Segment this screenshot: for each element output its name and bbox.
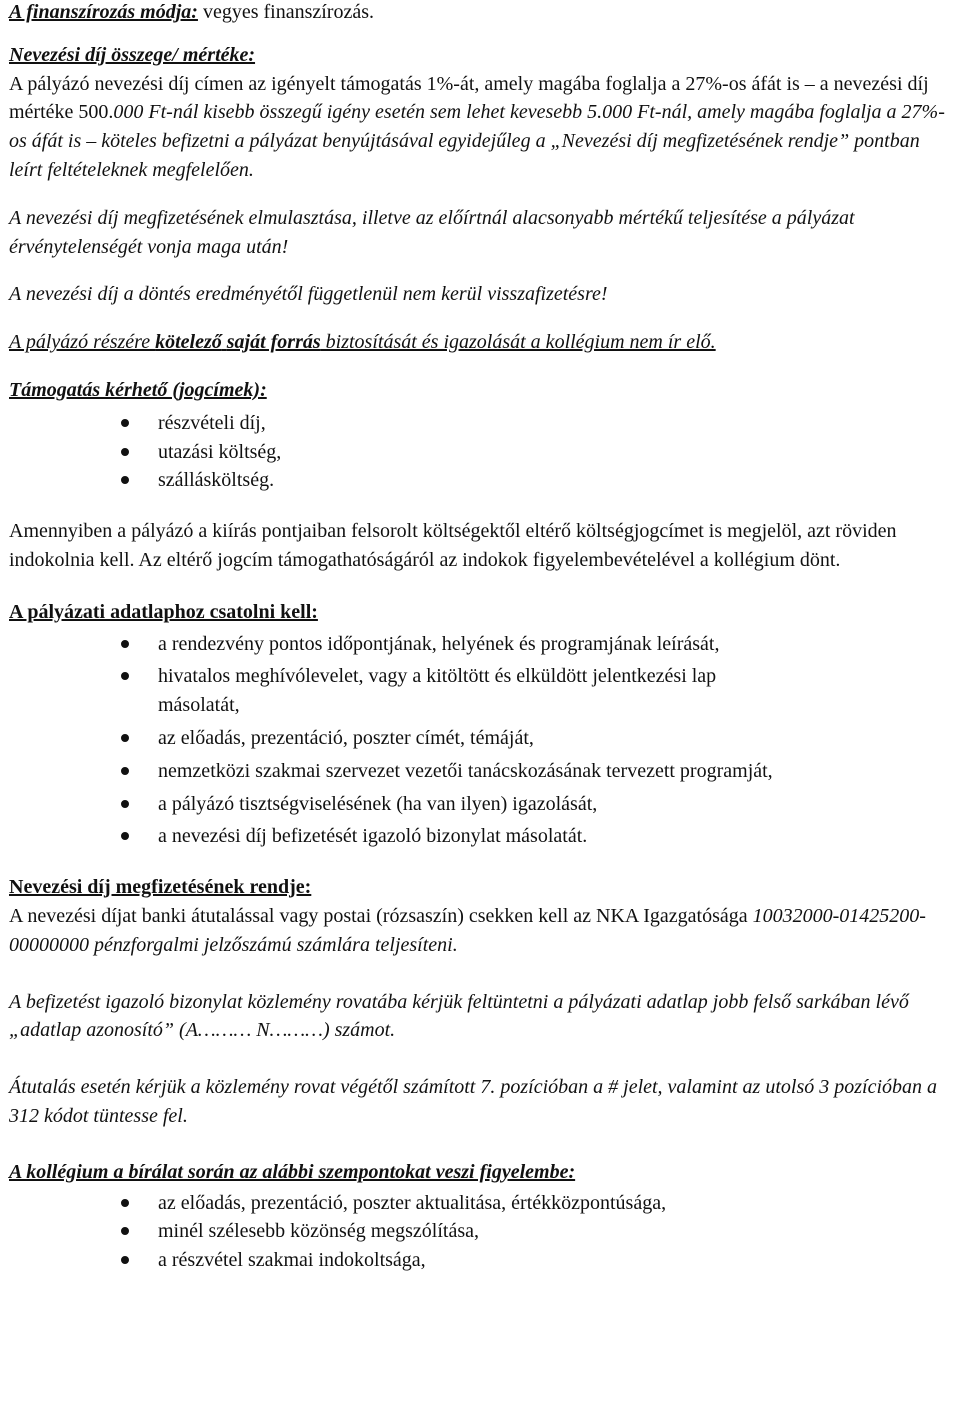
payment-p3-normal: pozícióban a # jelet, valamint az utolsó 3 pozícióban a 312 kódot tüntesse fel. (9, 1076, 937, 1127)
payment-paragraph-2: A befizetést igazoló bizonylat közlemény rovatába kérjük feltüntetni a pályázati adatlap jobb felső sarkában lévő „adatlap azonosító” (A……… N………) számot. (9, 990, 909, 1042)
support-list (9, 409, 952, 495)
payment-paragraph-3 (9, 1073, 952, 1131)
fee-warning-2: A nevezési díj a döntés eredményétől függetlenül nem kerül visszafizetésre! (9, 283, 608, 306)
list-item: nemzetközi szakmai szervezet vezetői tanácskozásának tervezett programját, (9, 757, 952, 786)
list-item: a rendezvény pontos időpontjának, helyének és programjának leírását, (9, 630, 952, 659)
payment-p3-italic: Átutalás esetén kérjük a közlemény rovat végétől számított 7. (9, 1076, 496, 1099)
list-item: részvételi díj, (9, 409, 952, 438)
financing-value: vegyes finanszírozás. (197, 1, 374, 23)
list-item: utazási költség, (9, 438, 952, 467)
list-item: a részvétel szakmai indokoltsága, (9, 1246, 952, 1275)
list-item: az előadás, prezentáció, poszter aktualitása, értékközpontúsága, (9, 1189, 952, 1218)
list-item: minél szélesebb közönség megszólítása, (9, 1217, 952, 1246)
payment-paragraph-1 (9, 902, 952, 960)
payment-text-italic: 10032000-01425200-00000000 pénzforgalmi jelzőszámú számlára teljesíteni. (9, 904, 926, 956)
list-item: a pályázó tisztségviselésének (ha van ilyen) igazolását, (9, 790, 952, 819)
payment-text-normal: A nevezési díjat banki átutalással vagy postai (rózsaszín) csekken kell az NKA Igazgatósága (9, 904, 753, 927)
list-item-continuation: másolatát, (158, 694, 240, 717)
fee-warning-1: A nevezési díj megfizetésének elmulasztása, illetve az előírtnál alacsonyabb mértékű teljesítése a pályázat érvénytelenségét vonja maga után! (9, 206, 855, 258)
criteria-list (9, 1189, 952, 1275)
attachments-heading: A pályázati adatlaphoz csatolni kell: (9, 600, 318, 623)
own-source-pre: A pályázó részére (9, 331, 156, 354)
payment-heading: Nevezési díj megfizetésének rendje: (9, 876, 312, 899)
financing-label: A finanszírozás módja: (9, 1, 198, 23)
list-item: szállásköltség. (9, 466, 952, 495)
own-source-bold-2: saját forrás (226, 331, 321, 354)
support-note: Amennyiben a pályázó a kiírás pontjaiban felsorolt költségektől eltérő költségjogcímet is megjelöl, azt röviden indokolnia kell. Az eltérő jogcím támogathatóságáról az indokok figyelembevételével a kollégium dönt. (9, 520, 897, 571)
criteria-heading: A kollégium a bírálat során az alábbi szempontokat veszi figyelembe: (9, 1160, 576, 1183)
fee-paragraph (9, 70, 952, 185)
list-item: a nevezési díj befizetését igazoló bizonylat másolatát. (9, 822, 952, 851)
financing-line (9, 0, 952, 27)
fee-text-normal: A pályázó nevezési díj címen az igényelt támogatás 1%-át, amely magába foglalja a 27%-os áfát is – a nevezési díj mértéke 500. (9, 72, 929, 124)
own-source-bold-1: kötelező (155, 331, 222, 354)
own-source-note (9, 328, 952, 357)
list-item (9, 662, 952, 720)
list-item-text: hivatalos meghívólevelet, vagy a kitöltött és elküldött jelentkezési lap (158, 665, 717, 688)
support-heading: Támogatás kérhető (jogcímek): (9, 378, 267, 401)
attachments-list (9, 630, 952, 852)
fee-heading: Nevezési díj összege/ mértéke: (9, 43, 256, 66)
list-item: az előadás, prezentáció, poszter címét, témáját, (9, 724, 952, 753)
own-source-post: biztosítását és igazolását a kollégium nem ír elő. (320, 331, 716, 354)
fee-text-italic: 000 Ft-nál kisebb összegű igény esetén sem lehet kevesebb 5.000 Ft-nál, amely magába foglalja a 27%-os áfát is – köteles befizetni a pályázat benyújtásával egyidejűleg a „Nevezési díj megfizetésének rendje” pontban leírt feltételeknek megfelelően. (9, 101, 945, 181)
